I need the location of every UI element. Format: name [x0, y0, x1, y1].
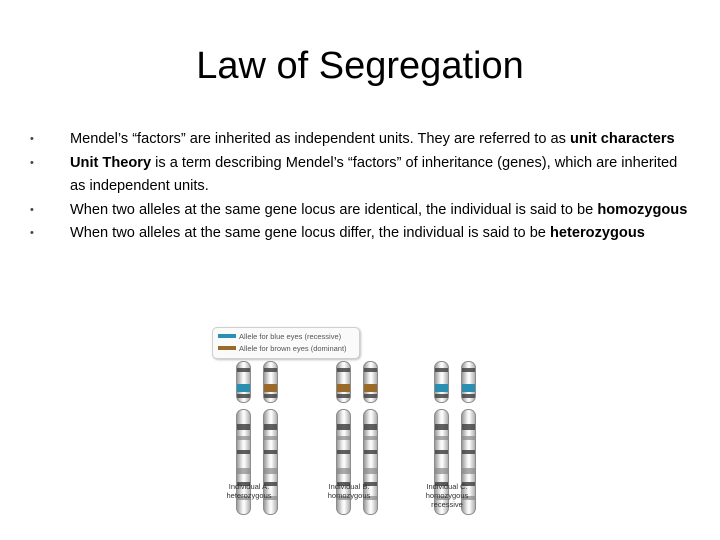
chromosome-band	[364, 450, 377, 454]
individual-label-line: Individual B:	[328, 482, 370, 491]
chromosome-band	[337, 424, 350, 430]
bullet-bold-term: Unit Theory	[70, 154, 152, 171]
chromosome-band	[462, 394, 475, 398]
legend-label: Allele for brown eyes (dominant)	[239, 343, 347, 353]
legend-swatch	[218, 346, 236, 350]
chromosome-upper-arm	[461, 361, 476, 403]
chromosome-band	[462, 450, 475, 454]
chromosome-band	[264, 394, 277, 398]
chromosome-band	[462, 468, 475, 474]
bullet-text: Mendel’s “factors” are inherited as independent units. They are referred to as	[70, 131, 570, 147]
bullet-bold-term: unit characters	[569, 131, 675, 147]
bullet-dot: •	[30, 203, 34, 216]
chromosome-band	[435, 424, 448, 430]
chromosome-upper-arm	[363, 361, 378, 403]
bullet-text: When two alleles at the same gene locus are identical, the individual is said to be	[70, 201, 598, 218]
individual-label-line: homozygous	[327, 491, 371, 500]
legend-item-brown	[218, 343, 347, 353]
individual-label-line: Individual A:	[228, 482, 270, 491]
chromosome-band	[237, 424, 250, 430]
chromosome-band	[264, 368, 277, 372]
chromosome-band	[237, 394, 250, 398]
chromosome-band	[337, 436, 350, 440]
bullet-dot: •	[30, 227, 34, 239]
chromosome-band	[264, 424, 277, 430]
chromosome-upper-arm	[263, 361, 278, 403]
individual-label	[314, 482, 384, 500]
chromosome-band	[264, 468, 277, 474]
individual-label-line: recessive	[431, 500, 463, 509]
figure-legend	[212, 327, 360, 359]
chromosome-band	[364, 424, 377, 430]
legend-label: Allele for blue eyes (recessive)	[239, 331, 342, 341]
bullet-text: is a term describing Mendel’s “factors” of inheritance (genes), which are inherited as independent units.	[70, 154, 678, 194]
slide-title: Law of Segregation	[196, 45, 524, 87]
individual-label-line: heterozygous	[226, 491, 272, 500]
chromosome-band	[364, 368, 377, 372]
chromosome-band	[364, 468, 377, 474]
chromosome-figure	[212, 323, 502, 515]
legend-item-blue	[218, 331, 341, 341]
individual-label	[412, 482, 482, 509]
chromosome-band	[462, 424, 475, 430]
chromosome-upper-arm	[236, 361, 251, 403]
legend-swatch	[218, 334, 236, 338]
bullet-dot: •	[30, 156, 34, 169]
chromosome-band	[337, 450, 350, 454]
chromosome-band	[237, 450, 250, 454]
chromosome-band	[462, 368, 475, 372]
bullet-bold-term: heterozygous	[549, 225, 645, 241]
bullet-dot: •	[30, 133, 34, 145]
chromosome-band	[237, 468, 250, 474]
bullet-text: When two alleles at the same gene locus differ, the individual is said to be	[70, 225, 550, 241]
bullet-item	[30, 152, 690, 199]
chromosome-upper-arm	[434, 361, 449, 403]
bullet-item	[30, 128, 690, 152]
chromosome-band	[435, 394, 448, 398]
allele-locus	[364, 384, 377, 392]
chromosome-band	[462, 436, 475, 440]
bullet-bold-term: homozygous	[597, 201, 688, 218]
individual-label-line: Individual C:	[426, 482, 468, 491]
chromosome-band	[237, 436, 250, 440]
chromosome-band	[337, 368, 350, 372]
chromosome-band	[337, 394, 350, 398]
chromosome-band	[364, 436, 377, 440]
allele-locus	[337, 384, 350, 392]
allele-locus	[435, 384, 448, 392]
chromosome-band	[237, 368, 250, 372]
chromosome-band	[435, 436, 448, 440]
individual-label-line: homozygous	[425, 491, 469, 500]
chromosome-band	[264, 436, 277, 440]
allele-locus	[237, 384, 250, 392]
chromosome-band	[435, 468, 448, 474]
bullet-item	[30, 199, 690, 223]
chromosome-band	[435, 368, 448, 372]
allele-locus	[462, 384, 475, 392]
chromosome-band	[264, 450, 277, 454]
individual-label	[214, 482, 284, 500]
bullet-list	[30, 128, 690, 246]
allele-locus	[264, 384, 277, 392]
bullet-item	[30, 222, 690, 246]
chromosome-band	[364, 394, 377, 398]
chromosome-upper-arm	[336, 361, 351, 403]
chromosome-band	[337, 468, 350, 474]
chromosome-band	[435, 450, 448, 454]
